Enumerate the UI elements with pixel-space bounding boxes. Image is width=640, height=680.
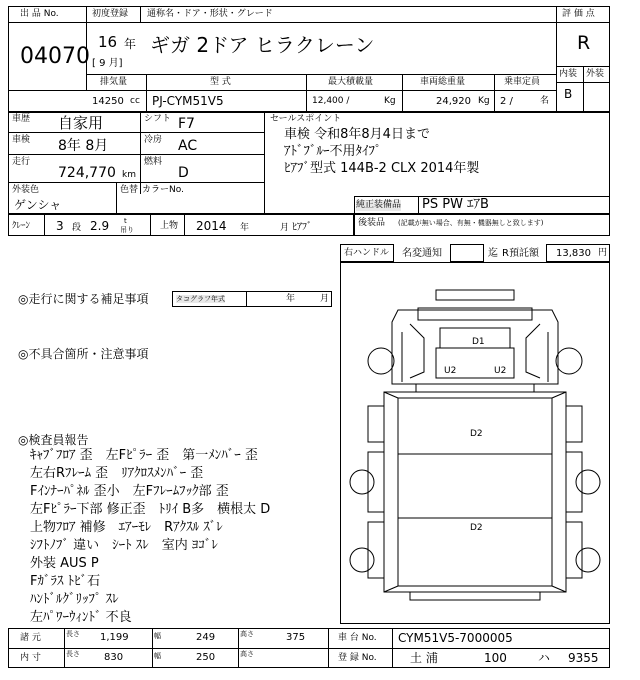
mount-label: 上物 [160,221,179,231]
inspector-line: 左右Rﾌﾚｰﾑ 歪 ﾘｱｸﾛｽﾒﾝﾊﾞｰ 歪 [30,466,204,481]
fuel-value: D [178,165,189,181]
mount-maker: ﾋｱﾌﾞ [292,222,312,233]
recycle-label: R預託額 [502,248,539,259]
aftermarket-note: (記載が無い場合、有無・機器無しと致します) [398,219,544,227]
mileage-label: 走行 [12,157,31,167]
first-reg-year: 16 [98,33,118,51]
deadline-label: 迄 [488,248,498,259]
max-load-unit: Kg [384,96,396,106]
tacho-label: タコグラフ年式 [176,295,225,303]
defects-title: ◎不具合箇所・注意事項 [18,347,149,361]
model-name: ギガ 2ドア ヒラクレーン [150,33,375,57]
width-value: 249 [196,632,216,643]
inspector-line: ﾊﾝﾄﾞﾙｸﾞﾘｯﾌﾟ ｽﾚ [30,592,119,607]
genuine-equipment-value: PS PW ｴｱB [422,197,489,212]
crane-stages: 3 [56,219,64,233]
reg-number: 9355 [568,651,599,665]
aftermarket-label: 後装品 [358,218,386,228]
inspector-title: ◎検査員報告 [18,433,89,447]
gvw-value: 24,920 [436,96,471,107]
color-no-label: カラーNo. [142,185,184,195]
crane-lift-unit-top: t [124,217,127,225]
inspector-line: 外装 AUS P [30,556,99,571]
in-length-value: 830 [104,652,124,663]
displacement-unit: cc [130,96,140,106]
mileage-unit: km [122,170,136,180]
gvw-label: 車両総重量 [420,77,466,87]
ext-color-value: ゲンシャ [14,198,62,212]
in-height-label: 高さ [240,650,254,658]
in-width-value: 250 [196,652,216,663]
first-reg-month: [ 9 月] [92,58,123,69]
in-length-label: 長さ [66,650,80,658]
width-label: 幅 [154,632,161,640]
length-value: 1,199 [100,632,129,643]
inspector-line: Fｲﾝﾅｰﾊﾟﾈﾙ 歪小 左Fﾌﾚｰﾑﾌｯｸ部 歪 [30,484,229,499]
displacement-label: 排気量 [100,77,128,87]
damage-u2-left: U2 [444,366,457,376]
type-label: 型 式 [210,77,231,87]
lot-label: 出 品 No. [20,9,59,19]
color-change-label: 色替 [120,185,139,195]
inspector-line: ｷｬﾌﾞﾌﾛｱ 歪 左Fﾋﾟﾗｰ 歪 第一ﾒﾝﾊﾞｰ 歪 [30,448,258,463]
height-label: 高さ [240,630,254,638]
genuine-equipment-label: 純正装備品 [356,200,402,210]
inspector-line: Fｶﾞﾗｽ ﾄﾋﾞ石 [30,574,101,589]
interior-dims-label: 内 寸 [20,653,41,663]
max-load-value: 12,400 / [312,96,350,106]
sales-point-line: 車検 令和8年8月4日まで [284,127,430,142]
crane-stages-unit: 段 [72,223,82,233]
year-unit: 年 [124,37,137,51]
overall-grade: R [577,32,591,54]
gvw-unit: Kg [478,96,490,106]
ac-label: 冷房 [144,135,163,145]
tacho-month: 月 [320,294,330,304]
damage-d2-upper: D2 [470,429,483,439]
max-load-label: 最大積載量 [328,77,374,87]
yen-unit: 円 [598,248,608,258]
reg-area: 土 浦 [410,651,438,665]
inspector-line: 上物ﾌﾛｱ 補修 ｴｱｰﾓﾚ Rｱｸｽﾙ ｽﾞﾚ [30,520,223,535]
sales-points-label: セールスポイント [270,114,342,124]
sales-point-line: ﾋｱﾌﾞ型式 144B-2 CLX 2014年製 [284,161,480,176]
name-change-box [450,244,484,262]
driving-remarks-title: ◎走行に関する補足事項 [18,292,149,306]
damage-u2-right: U2 [494,366,507,376]
mount-year: 2014 [196,219,227,233]
capacity-unit: 名 [540,96,550,106]
inspection-label: 車検 [12,135,31,145]
length-label: 長さ [66,630,80,638]
reg-label: 登 録 No. [338,653,377,663]
damage-d1: D1 [472,337,485,347]
usage-value: 自家用 [58,114,104,132]
chassis-label: 車 台 No. [338,633,377,643]
capacity-label: 乗車定員 [504,77,541,87]
lot-number: 04070 [20,44,90,69]
grade-label: 評 価 点 [562,9,595,19]
dims-label: 諸 元 [20,633,41,643]
truck-diagram [340,262,610,624]
tacho-year: 年 [286,294,296,304]
rhd-label: 右ハンドル [344,248,390,258]
type-value: PJ-CYM51V5 [152,94,224,108]
fuel-label: 燃料 [144,157,163,167]
exterior-label: 外装 [586,69,605,79]
damage-d2-lower: D2 [470,523,483,533]
usage-label: 車歴 [12,114,31,124]
inspection-value: 8年 8月 [58,138,109,154]
crane-lift-unit-bottom: 吊り [120,226,134,234]
ext-color-label: 外装色 [12,185,40,195]
name-change-label: 名変通知 [402,248,442,259]
sales-point-line: ｱﾄﾞﾌﾞﾙｰ不用ﾀｲﾌﾟ [284,144,382,159]
chassis-number: CYM51V5-7000005 [398,631,513,645]
mount-month-unit: 月 [280,223,290,233]
ac-value: AC [178,138,198,154]
crane-label: ｸﾚｰﾝ [12,221,31,231]
mount-year-unit: 年 [240,223,250,233]
model-label: 通称名・ドア・形状・グレード [147,9,273,19]
crane-lift: 2.9 [90,219,110,233]
reg-class: 100 [484,651,507,665]
interior-grade: B [564,87,573,101]
inspector-line: ｼﾌﾄﾉﾌﾞ 違い ｼｰﾄ ｽﾚ 室内 ﾖｺﾞﾚ [30,538,218,553]
first-reg-label: 初度登録 [92,9,129,19]
shift-label: シフト [144,114,172,124]
displacement-value: 14250 [92,96,124,107]
in-width-label: 幅 [154,652,161,660]
inspector-line: 左Fﾋﾟﾗｰ下部 修正歪 ﾄﾘｲ B多 横根太 D [30,502,271,517]
reg-kana: ハ [538,651,551,665]
interior-label: 内装 [559,69,578,79]
height-value: 375 [286,632,306,643]
mileage-value: 724,770 [58,165,116,181]
shift-value: F7 [178,116,195,132]
recycle-amount: 13,830 [556,248,591,259]
inspector-line: 左ﾊﾟﾜｰｳｨﾝﾄﾞ 不良 [30,610,132,625]
capacity-value: 2 / [500,96,513,107]
